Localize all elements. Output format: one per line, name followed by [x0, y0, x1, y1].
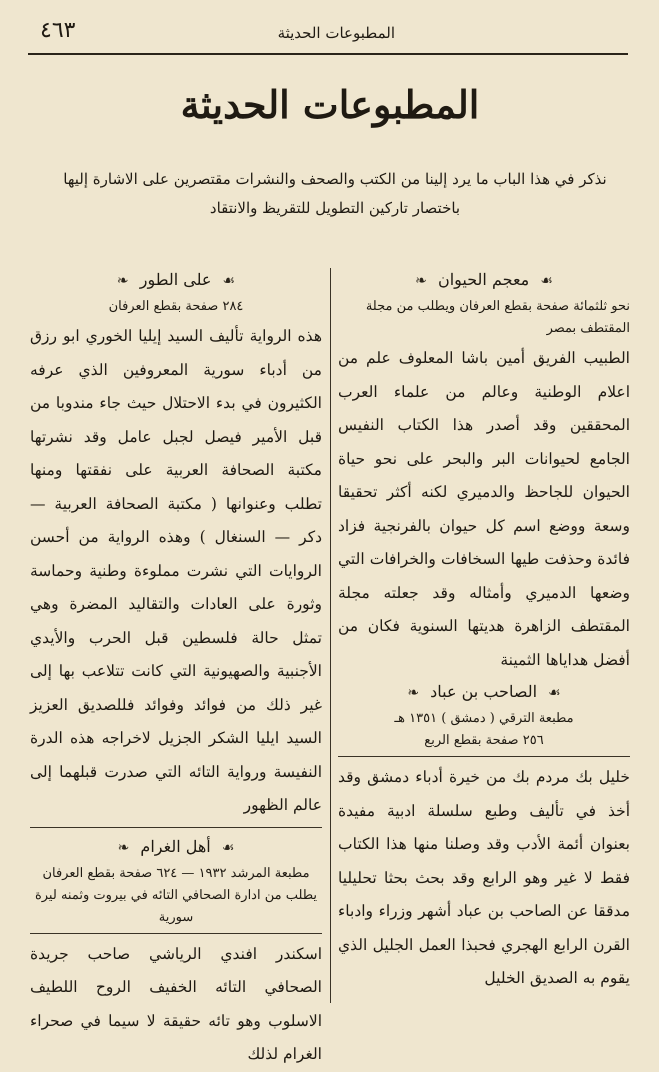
page-number: ٤٦٣	[40, 18, 76, 43]
section-body: الطبيب الفريق أمين باشا المعلوف علم من اعلام الوطنية وعالم من علماء العرب المحققين وقد أصدر هذا الكتاب النفيس الجامع لحيوانات البر والبحر على نحو حياة الحيوان للجاحظ والدميري لكنه أكثر تحقيقا وسعة ووضع اسم كل حيوان بالفرنجية فزاد فائدة وحذفت طيها السخافات والخرافات التي وضعها الدميري وأمثاله وقد جعلته مجلة المقتطف الزاهرة هديتها السنوية فكان من أفضل هداياها الثمينة	[338, 349, 630, 669]
section-title: أهل الغرام	[140, 836, 211, 856]
ornament-icon: ❧	[116, 273, 129, 289]
section-heading-gharam	[30, 832, 322, 863]
section-title: الصاحب بن عباد	[430, 682, 538, 701]
running-head: المطبوعات الحديثة	[277, 24, 395, 42]
ornament-icon: ☙	[221, 839, 235, 856]
section-subtitle: نحو ثلثمائة صفحة بقطع العرفان ويطلب من مجلة	[365, 299, 630, 314]
ornament-icon: ☙	[548, 685, 561, 701]
ornament-icon: ❧	[407, 685, 420, 701]
section-rule	[338, 756, 630, 757]
column-divider	[330, 268, 331, 1003]
section-body: اسكندر افندي الرياشي صاحب جريدة الصحافي التائه الخفيف الروح اللطيف الاسلوب وهو تائه حقيقة لا سيما في صحراء الغرام لذلك	[30, 944, 322, 1063]
page-header	[30, 10, 625, 46]
section-subtitle: مطبعة الترقي ( دمشق ) ١٣٥١ هـ	[394, 711, 574, 726]
section-title: معجم الحيوان	[437, 270, 530, 289]
section-subtitle: مطبعة المرشد ١٩٣٢ — ٦٢٤ صفحة بقطع العرفان	[42, 865, 310, 881]
section-rule	[30, 827, 322, 828]
section-body: خليل بك مردم بك من خيرة أدباء دمشق وقد أخذ في تأليف وطبع سلسلة ادبية مفيدة بعنوان أئمة الأدب وقد وصلنا منها هذا الكتاب فقط لا غير وهو الرابع وقد بحث بحثا تحليليا مدققا عن الصاحب بن عباد أشهر وزراء وادباء القرن الرابع الهجري فحبذا العمل الجليل الذي يقوم به الصديق الخليل	[338, 768, 630, 987]
left-column	[30, 265, 322, 1072]
ornament-icon: ☙	[222, 273, 236, 289]
ornament-icon: ❧	[415, 273, 427, 289]
intro-line-1: نذكر في هذا الباب ما يرد إلينا من الكتب والصحف والنشرات مقتصرين على الاشارة إليها	[63, 170, 607, 188]
ornament-icon: ☙	[540, 273, 553, 289]
section-subtitle: المقتطف بمصر	[546, 321, 630, 336]
section-title: على الطور	[139, 270, 212, 289]
section-subtitle: يطلب من ادارة الصحافي التائه في بيروت وثمنه ليرة سورية	[34, 887, 318, 925]
main-title: المطبوعات الحديثة	[180, 82, 480, 127]
section-rule	[30, 933, 322, 934]
section-body: هذه الرواية تأليف السيد إيليا الخوري ابو رزق من أدباء سورية المعروفين الذي عرفه الكثيرون في بدء الاحتلال حيث جاء مندوبا من قبل الأمير فيصل لجبل عامل وقد نشرتها مكتبة الصحافة العربية على نفقتها ومنها تطلب وعنوانها ( مكتبة الصحافة العربية — دكر — السنغال ) وهذه الرواية من أحسن الروايات التي نشرت مملوءة وطنية وحماسة وثورة على العادات والتقاليد المضرة وهي تمثل حالة فلسطين قبل الحرب والأيدي الأجنبية والصهيونية التي كانت تتلاعب بها إلى غير ذلك من فوائد وفوائد فللصديق العزيز السيد ايليا الشكر الجزيل لاخراجه هذه الدرة النفيسة ورواية التائه التي صدرت قبلهما إلى عالم الظهور	[30, 327, 322, 814]
section-heading-tur	[30, 265, 322, 296]
section-subtitle: ٢٥٦ صفحة بقطع الربع	[424, 733, 544, 748]
ornament-icon: ❧	[117, 839, 130, 856]
header-rule	[28, 53, 628, 55]
intro-text	[40, 165, 630, 223]
section-subtitle: ٢٨٤ صفحة بقطع العرفان	[108, 299, 244, 314]
intro-line-2: باختصار تاركين التطويل للتقريظ والانتقاد	[209, 199, 461, 217]
section-heading-sahib	[338, 677, 630, 708]
section-heading-mujam	[338, 265, 630, 296]
right-column	[338, 265, 630, 996]
